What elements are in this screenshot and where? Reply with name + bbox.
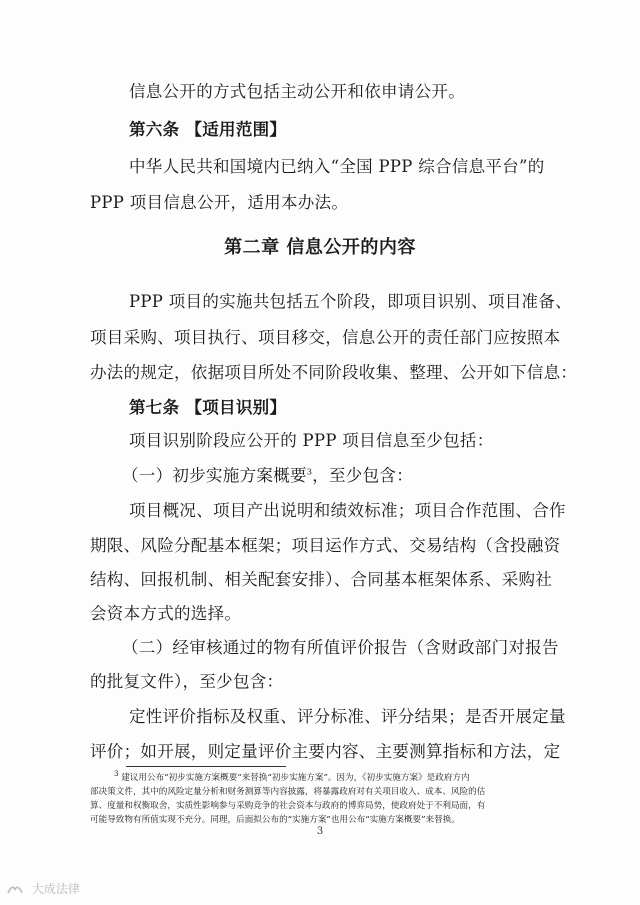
body-line-19: 评价；如开展，则定量评价主要内容、主要测算指标和方法，定 <box>90 742 561 761</box>
body-line-1: 信息公开的方式包括主动公开和依申请公开。 <box>129 82 465 101</box>
article-6-heading: 第六条 【适用范围】 <box>129 120 287 139</box>
footnote-ref-mark: 3 <box>306 467 313 477</box>
watermark-text: 大成法律 <box>31 882 80 896</box>
footnote-line-2: 部决策文件，其中的风险定量分析和财务测算等内容披露，将暴露政府对有关项目收入、成本、风险的估 <box>90 787 486 797</box>
body-line-15: 会资本方式的选择。 <box>90 604 242 623</box>
footnote-line-3: 算、度量和权衡取舍，实质性影响参与采购竞争的社会资本与政府的博弈局势，使政府处于不利局面，有 <box>90 801 486 811</box>
body-line-3: 中华人民共和国境内已纳入“全国 PPP 综合信息平台”的 <box>129 157 545 176</box>
body-line-13: 期限、风险分配基本框架；项目运作方式、交易结构（含投融资 <box>90 536 561 555</box>
body-line-17: 的批复文件），至少包含： <box>90 672 284 691</box>
body-line-12: 项目概况、项目产出说明和绩效标准；项目合作范围、合作 <box>129 501 566 520</box>
body-line-18: 定性评价指标及权重、评分标准、评分结果；是否开展定量 <box>129 707 566 726</box>
footnote-text-1: 建议用公布“初步实施方案概要”来替换“初步实施方案”。因为，《初步实施方案》是政府方内 <box>121 773 470 783</box>
footnote-divider <box>126 766 286 767</box>
item-1-heading <box>122 465 413 487</box>
footnote-line-1 <box>114 772 470 785</box>
watermark <box>6 880 80 897</box>
body-line-8: 办法的规定，依据项目所处不同阶段收集、整理、公开如下信息： <box>90 363 578 382</box>
watermark-logo-icon <box>6 884 24 896</box>
item-1-tail: ，至少包含： <box>312 466 414 485</box>
item-1-text: （一）初步实施方案概要 <box>122 466 307 485</box>
item-2-heading: （二）经审核通过的物有所值评价报告（含财政部门对报告 <box>122 638 559 657</box>
body-line-10: 项目识别阶段应公开的 PPP 项目信息至少包括： <box>129 431 494 450</box>
page-number: 3 <box>316 826 324 837</box>
chapter-2-heading: 第二章 信息公开的内容 <box>224 237 416 258</box>
footnote-mark: 3 <box>114 770 119 779</box>
body-line-14: 结构、回报机制、相关配套安排）、合同基本框架体系、采购社 <box>90 570 553 589</box>
article-7-heading: 第七条 【项目识别】 <box>129 398 287 417</box>
body-line-7: 项目采购、项目执行、项目移交，信息公开的责任部门应按照本 <box>90 328 561 347</box>
body-line-6: PPP 项目的实施共包括五个阶段，即项目识别、项目准备、 <box>129 292 572 311</box>
footnote-line-4: 可能导致物有所值实现不充分。同理，后面拟公布的“实施方案”也用公布“实施方案概要”来替换。 <box>90 815 460 825</box>
body-line-4: PPP 项目信息公开，适用本办法。 <box>90 193 349 212</box>
